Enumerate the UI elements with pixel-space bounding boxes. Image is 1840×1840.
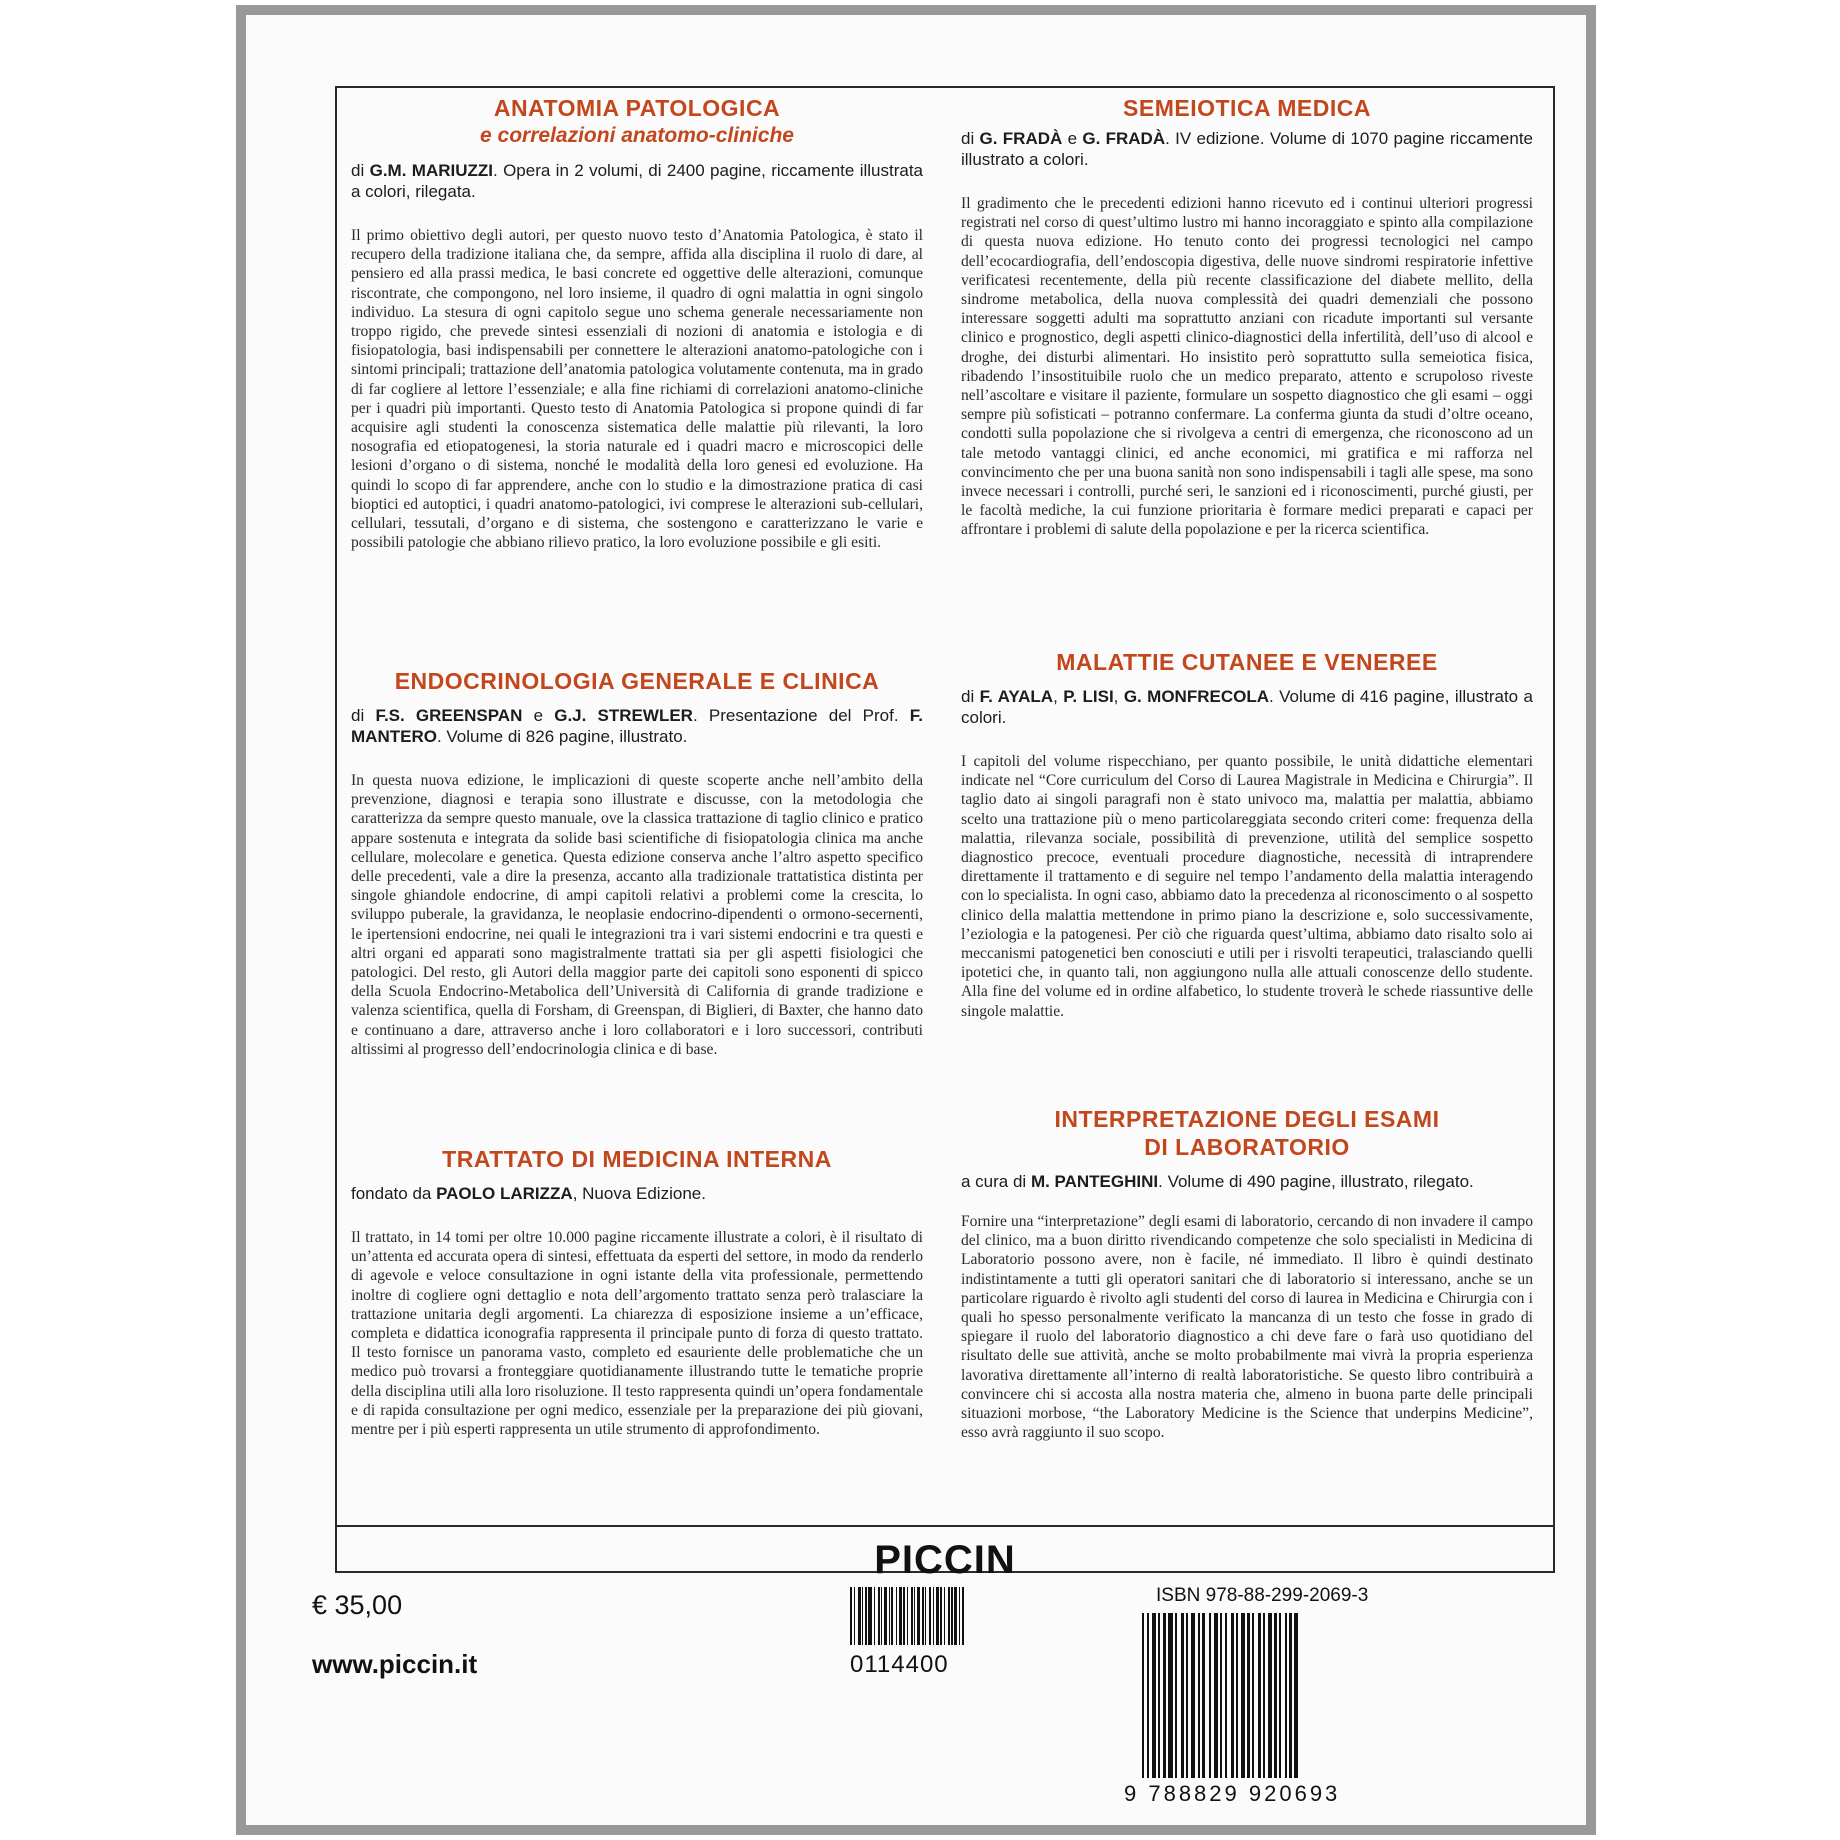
author-name: F. AYALA bbox=[979, 687, 1054, 706]
section-meta: fondato da PAOLO LARIZZA, Nuova Edizione. bbox=[351, 1184, 706, 1203]
section-trattato-medicina bbox=[351, 1145, 923, 1439]
content-frame bbox=[335, 86, 1555, 1582]
section-body: Il gradimento che le precedenti edizioni hanno ricevuto ed i continui ulteriori progressi registrati nel corso di quest’ultimo lustro mi hanno incoraggiato e spinto alla compilazione di questa nuova edizione. Ho tenuto conto dei progressi tecnologici nel campo dell’ecocardiografia, dell’endoscopia digestiva, delle nuove sindromi respiratorie infettive verificatesi recentemente, della più recente classificazione del diabete mellito, della sindrome metabolica, della nuova complessità dei quadri demenziali che possono interessare soggetti adulti ma soprattutto anziani con ricadute importanti sul versante clinico e prognostico, degli aspetti clinico-diagnostici della infertilità, dell’uso di alcool e droghe, dei disturbi alimentari. Ho insistito però soprattutto sulla semeiotica fisica, ribadendo l’insostituibile ruolo che un medico preparato, attento e scrupoloso riveste nell’ascoltare e visitare il paziente, formulare un sospetto diagnostico che gli esami – oggi sempre più sofisticati – potranno confermare. La conferma giunta da studi d’oltre oceano, condotti sulla popolazione che si rivolgeva a centri di emergenza, che riconoscono ad un tale metodo vantaggi clinici, ed anche economici, mi gratifica e mi rafforza nel convincimento che per una buona sanità non sono indispensabili i tagli alle spese, ma sono invece necessari i controlli, purché seri, le sanzioni ed i riconoscimenti, purché giusti, per le facoltà mediche, la cui funzione prioritaria è formare medici preparati e capaci per affrontare i problemi di salute della popolazione e per la ricerca scientifica. bbox=[961, 195, 1533, 539]
divider bbox=[337, 1525, 1553, 1527]
author-name: PAOLO LARIZZA bbox=[436, 1184, 573, 1203]
author-name: G.J. STREWLER bbox=[554, 706, 693, 725]
author-name: M. PANTEGHINI bbox=[1030, 1172, 1159, 1191]
price-label: € 35,00 bbox=[312, 1590, 403, 1620]
ean-number: 9 788829 920693 bbox=[1124, 1781, 1341, 1806]
author-name: G. FRADÀ bbox=[1082, 129, 1166, 148]
section-title: SEMEIOTICA MEDICA bbox=[1123, 95, 1371, 121]
author-name: G.M. MARIUZZI bbox=[369, 161, 493, 180]
website-link[interactable]: www.piccin.it bbox=[312, 1649, 478, 1679]
section-body: Il trattato, in 14 tomi per oltre 10.000 pagine riccamente illustrate a colori, è il risultato di un’attenta ed accurata opera di sintesi, effettuata da esperti del settore, in modo da renderlo di agevole e veloce consultazione in ogni istante della vita professionale, permettendo inoltre di cogliere ogni dettaglio e nota dell’argomento trattato senza però tralasciare la trattazione unitaria degli argomenti. La chiarezza di esposizione insieme a un’efficace, completa e didattica iconografia rappresenta il principale punto di forza di questo trattato. Il testo fornisce un panorama vasto, completo ed esauriente delle problematiche che un medico può trovarsi a fronteggiare quotidianamente illustrando tutte le tematiche proprie della disciplina utili alla loro risoluzione. Il testo rappresenta quindi un’opera fondamentale e di rapida consultazione per ogni medico, essenziale per la preparazione dei più giovani, mentre per i più esperti rappresenta un utile strumento di approfondimento. bbox=[351, 1229, 923, 1439]
author-name: P. LISI bbox=[1063, 687, 1114, 706]
author-name: F. MANTERO bbox=[351, 706, 923, 746]
section-endocrinologia bbox=[351, 667, 923, 1059]
isbn-label: ISBN 978-88-299-2069-3 bbox=[1156, 1585, 1369, 1606]
section-meta: di G. FRADÀ e G. FRADÀ. IV edizione. Volume di 1070 pagine riccamente illustrato a colori. bbox=[961, 129, 1533, 169]
section-title: TRATTATO DI MEDICINA INTERNA bbox=[442, 1146, 832, 1172]
author-name: F.S. GREENSPAN bbox=[375, 706, 523, 725]
barcode-bar bbox=[1294, 1613, 1298, 1778]
section-title-line2: DI LABORATORIO bbox=[1144, 1134, 1350, 1160]
author-name: G. MONFRECOLA bbox=[1123, 687, 1269, 706]
book-back-cover bbox=[236, 5, 1596, 1835]
section-meta: di F. AYALA, P. LISI, G. MONFRECOLA. Volume di 416 pagine, illustrato a colori. bbox=[961, 687, 1533, 727]
isbn-barcode bbox=[1142, 1613, 1358, 1778]
section-semeiotica-medica bbox=[961, 94, 1533, 540]
section-malattie-cutanee bbox=[961, 648, 1533, 1021]
section-interpretazione-esami bbox=[961, 1105, 1533, 1442]
section-anatomia-patologica bbox=[351, 94, 923, 552]
internal-code: 0114400 bbox=[850, 1651, 949, 1678]
section-body: Il primo obiettivo degli autori, per questo nuovo testo d’Anatomia Patologica, è stato il recupero della tradizione italiana che, da sempre, affida alla disciplina il ruolo di dare, al pensiero ed alla prassi medica, le basi concrete ed oggettive delle alterazioni, comunque riscontrate, che compongono, nel loro insieme, il quadro di ogni malattia in ogni singolo individuo. La stesura di ogni capitolo segue uno schema generale necessariamente non troppo rigido, che prevede sintesi essenziali di nozioni di anatomia e istologia e di fisiopatologia, basi indispensabili per connettere le alterazioni anatomo-patologiche con i sintomi principali; trattazione dell’anatomia patologica volutamente contenuta, ma in grado di far cogliere al lettore l’essenziale; e alla fine richiami di correlazioni anatomo-cliniche per i quadri più importanti. Questo testo di Anatomia Patologica si propone quindi di far acquisire agli studenti la conoscenza sistematica delle malattie più rilevanti, la loro nosografia ed etiopatogenesi, la storia naturale ed i quadri macro e microscopici delle lesioni d’organo o di sistema, nonché le modalità della loro genesi ed evoluzione. Ha quindi lo scopo di far apprendere, anche con lo studio e la dimostrazione pratica di casi bioptici ed autoptici, i quadri anatomo-patologici, ivi comprese le alterazioni sub-cellulari, cellulari, tessutali, d’organo e di sistema, che sostengono e caratterizzano le varie e possibili patologie che abbiano rilievo pratico, la loro evoluzione possibile e gli esiti. bbox=[351, 227, 923, 552]
section-title: INTERPRETAZIONE DEGLI ESAMI bbox=[1054, 1106, 1440, 1132]
section-title: ENDOCRINOLOGIA GENERALE E CLINICA bbox=[394, 668, 880, 694]
publisher-logo: PICCIN bbox=[874, 1538, 1016, 1582]
section-title: ANATOMIA PATOLOGICA bbox=[493, 95, 781, 121]
section-meta: di F.S. GREENSPAN e G.J. STREWLER. Presentazione del Prof. F. MANTERO. Volume di 826 pagine, illustrato. bbox=[351, 706, 923, 746]
section-meta: a cura di M. PANTEGHINI. Volume di 490 pagine, illustrato, rilegato. bbox=[961, 1172, 1474, 1191]
section-meta: di G.M. MARIUZZI. Opera in 2 volumi, di 2400 pagine, riccamente illustrata a colori, rilegata. bbox=[351, 161, 923, 201]
internal-barcode bbox=[850, 1587, 988, 1645]
section-body: In questa nuova edizione, le implicazioni di queste scoperte anche nell’ambito della prevenzione, diagnosi e terapia sono illustrate e discusse, con la metodologia che caratterizza da sempre questo manuale, ove la classica trattazione di taglio clinico e pratico appare sostenuta e integrata da solide basi scientifiche di fisiopatologia clinica ma anche cellulare, molecolare e genetica. Questa edizione conserva anche l’altro aspetto specifico delle precedenti, vale a dire la presenza, accanto alla tradizionale trattatistica distinta per singole ghiandole endocrine, di ampi capitoli relativi a problemi come la crescita, lo sviluppo puberale, la gravidanza, le neoplasie endocrino-dipendenti o ormono-secernenti, le ipertensioni endocrine, nei quali le integrazioni tra i vari sistemi endocrini e tra questi e altri organi ed apparati sono magistralmente trattati sia per gli aspetti fisiologici che patologici. Del resto, gli Autori della maggior parte dei capitoli sono esponenti di spicco della Scuola Endocrino-Metabolica dell’Università di California di grande tradizione e valenza scientifica, quella di Forsham, di Greenspan, di Biglieri, di Baxter, che hanno dato e continuano a dare, attraverso anche i loro collaboratori e i loro successori, contributi altissimi al progresso dell’endocrinologia clinica e di base. bbox=[351, 772, 923, 1058]
barcode-gap bbox=[964, 1587, 967, 1645]
section-body: I capitoli del volume rispecchiano, per quanto possibile, le unità didattiche elementari indicate nel “Core curriculum del Corso di Laurea Magistrale in Medicina e Chirurgia”. Il taglio dato ai singoli paragrafi non è stato univoco ma, malattia per malattia, abbiamo scelto una trattazione più o meno particolareggiata secondo criteri come: frequenza della malattia, rilevanza sociale, possibilità di prevenzione, utilità del semplice sospetto diagnostico precoce, eventuali procedure diagnostiche, necessità di intraprendere direttamente il trattamento e di seguire nel tempo l’andamento della malattia interagendo con lo specialista. In ogni caso, abbiamo dato la precedenza al riconoscimento o al sospetto clinico della malattia mettendone in primo piano la descrizione e, solo successivamente, l’eziologia e la patogenesi. Per ciò che riguarda quest’ultima, abbiamo dato risalto solo ai meccanismi patogenetici ben conosciuti e utili per i risvolti terapeutici, tralasciando quelli ipotetici che, in quanto tali, non aggiungono nulla alle attuali conoscenze dello studente. Alla fine del volume ed in ordine alfabetico, lo studente troverà le schede riassuntive delle singole malattie. bbox=[961, 753, 1533, 1020]
section-subtitle: e correlazioni anatomo-cliniche bbox=[480, 124, 794, 147]
section-title: MALATTIE CUTANEE E VENEREE bbox=[1056, 649, 1438, 675]
author-name: G. FRADÀ bbox=[979, 129, 1063, 148]
section-body: Fornire una “interpretazione” degli esami di laboratorio, cercando di non invadere il campo del clinico, ma a buon diritto rivendicando competenze che solo specialisti in Medicina di Laboratorio possono avere, non è facile, né immediato. Il libro è quindi destinato indistintamente a tutti gli operatori sanitari che di laboratorio si interessano, anche se un particolare riguardo è rivolto agli studenti del corso di laurea in Medicina e Chirurgia con i quali ho spesso personalmente verificato la mancanza di un testo che fosse in grado di spiegare il ruolo del laboratorio diagnostico a chi deve fare o farà uso quotidiano del risultato delle sue attività, anche se molto probabilmente mai vivrà la propria esperienza lavorativa direttamente all’interno di realtà laboratoristiche. Se questo libro contribuirà a convincere chi si accosta alla nostra materia che, almeno in buona parte delle principali situazioni morbose, “the Laboratory Medicine is the Science that underpins Medicine”, esso avrà raggiunto il suo scopo. bbox=[961, 1213, 1533, 1442]
